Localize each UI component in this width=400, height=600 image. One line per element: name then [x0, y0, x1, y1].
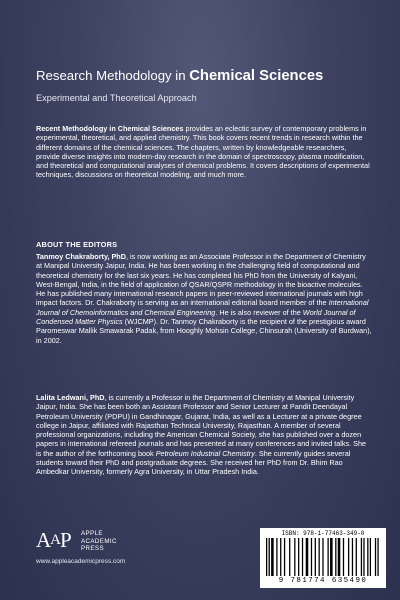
- editor1-journal2: World Journal of Condensed Matter Physics: [36, 307, 356, 327]
- publisher-url: www.appleacademicpress.com: [36, 558, 126, 565]
- barcode-digits: 9 781774 635490: [278, 577, 368, 585]
- title-bold: Chemical Sciences: [189, 68, 324, 84]
- publisher-logo-mark: AAP: [36, 528, 71, 552]
- intro-lead: Recent Methodology in Chemical Sciences: [36, 124, 184, 133]
- isbn-label: ISBN: 978-1-77463-349-0: [281, 530, 365, 537]
- editor2-name: Lalita Ledwani, PhD: [36, 393, 105, 402]
- editor2-text-b: . She currently guides several students toward their PhD and postgraduate degrees. She received her PhD from Dr. Bhim Rao Ambedkar University, formerly Agra University, in Uttar Pradesh India.: [36, 448, 351, 477]
- isbn-barcode: [260, 528, 386, 588]
- editor2-book: Petroleum Industrial Chemistry: [155, 448, 255, 458]
- title-prefix: Research Methodology in: [36, 68, 190, 83]
- editor1-text-c: (WJCMP). Dr. Tanmoy Chakraborty is the recipient of the prestigious award Paromeswar Mallik Smawarak Padak, from Hooghly Mohsin College, Chinsurah (University of Burdwan), in 2002.: [36, 317, 372, 345]
- editor1-text-b: . He is also reviewer of the: [215, 307, 303, 317]
- editor1-journal1: International Journal of Chemoinformatics and Chemical Engineering: [36, 298, 369, 317]
- book-subtitle: Experimental and Theoretical Approach: [36, 93, 197, 103]
- book-title: [36, 68, 376, 84]
- publisher-name: APPLE ACADEMIC PRESS: [81, 530, 117, 553]
- intro-paragraph: [36, 124, 372, 180]
- editor1-name: Tanmoy Chakraborty, PhD: [36, 252, 126, 261]
- editor1-text-a: , is now working as an Associate Professor in the Department of Chemistry at Manipal University Jaipur, India. He has been working in the challenging field of computational and theoretical chemistry for the last six years. He has completed his PhD from the University of Kalyani, West-Bengal, India, in the field of application of QSAR/QSPR methodology in the bioactive molecules. He has published many international research papers in peer-reviewed international journals with high impact factors. Dr. Chakraborty is serving as an international editorial board member of the: [36, 252, 366, 308]
- barcode-bars: [266, 538, 380, 576]
- intro-text: provides an eclectic survey of contemporary problems in experimental, theoretical, and applied chemistry. This book covers recent trends in research within the different domains of the chemical sciences. The chapters, written by knowledgeable researchers, provide diverse insights into modern-day research in the domain of spectroscopy, plasma modification, and theoretical and computational analyses of chemical problems. It covers descriptions of experimental techniques, discussions on theoretical modeling, and much more.: [36, 124, 370, 180]
- publisher-logo: [36, 525, 146, 580]
- editor2-text-a: , is currently a Professor in the Department of Chemistry at Manipal University Jaipur, India. She has been both an Assistant Professor and Senior Lecturer at Pandit Deendayal Petroleum University (PDPU) in Gandhinagar, Gujarat, India, as well as a Lecturer at a private degree college in Jaipur, affiliated with Rajasthan Technical University, Rajasthan. A member of several professional organizations, including the American Chemical Society, she has published over a dozen papers in international refereed journals and has presented at many conferences and invited talks. She is the author of the forthcoming book: [36, 393, 367, 458]
- editor1-bio: [36, 252, 372, 345]
- editor2-bio: [36, 393, 372, 477]
- editors-heading: ABOUT THE EDITORS: [36, 240, 118, 249]
